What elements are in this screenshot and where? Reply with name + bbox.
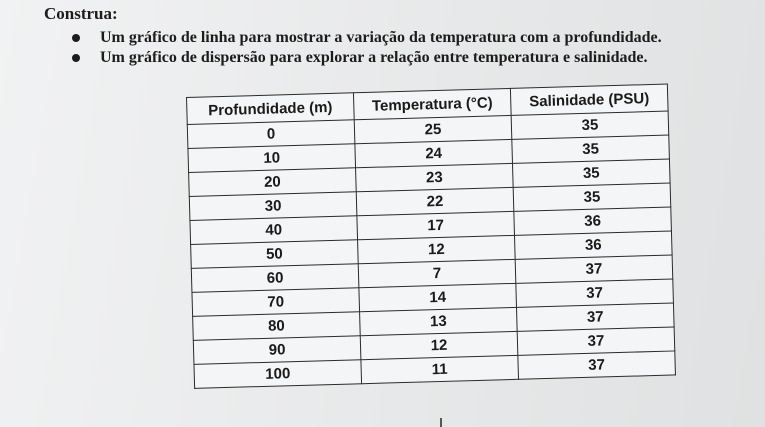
cell-temperature: 13 (360, 307, 518, 335)
cell-temperature: 22 (356, 187, 514, 215)
header-depth: Profundidade (m) (187, 93, 355, 125)
cell-temperature: 12 (358, 235, 516, 263)
cell-salinity: 35 (512, 135, 670, 163)
cell-depth: 30 (189, 192, 357, 221)
cell-temperature: 12 (360, 331, 518, 359)
table-body (187, 111, 675, 388)
cell-depth: 40 (190, 216, 358, 245)
data-table-wrapper (186, 84, 676, 389)
cell-depth: 10 (188, 144, 356, 173)
cell-depth: 100 (194, 360, 362, 389)
task-line-chart: Um gráfico de linha para mostrar a variação da temperatura com a profundidade. (72, 28, 662, 48)
cell-salinity: 35 (511, 111, 669, 139)
cell-salinity: 37 (515, 255, 673, 283)
cell-temperature: 7 (358, 259, 516, 287)
cell-salinity: 37 (517, 303, 675, 331)
cell-depth: 90 (193, 336, 361, 365)
header-salinity: Salinidade (PSU) (510, 84, 668, 115)
cell-depth: 20 (189, 168, 357, 197)
task-list (72, 28, 662, 68)
cell-salinity: 36 (514, 207, 672, 235)
cell-salinity: 37 (517, 327, 675, 355)
cell-depth: 60 (191, 264, 359, 293)
exercise-heading: Construa: (44, 4, 118, 23)
cell-temperature: 24 (355, 139, 513, 167)
cell-salinity: 37 (516, 279, 674, 307)
cell-depth: 80 (193, 312, 361, 341)
task-scatter-plot: Um gráfico de dispersão para explorar a relação entre temperatura e salinidade. (72, 48, 662, 68)
cell-salinity: 35 (512, 159, 670, 187)
cell-depth: 0 (187, 120, 355, 149)
cell-salinity: 35 (513, 183, 671, 211)
cell-temperature: 17 (357, 211, 515, 239)
cell-depth: 50 (191, 240, 359, 269)
pen-mark (440, 418, 442, 427)
cell-temperature: 25 (354, 115, 512, 143)
data-table (186, 84, 676, 389)
cell-salinity: 36 (514, 231, 672, 259)
cell-depth: 70 (192, 288, 360, 317)
cell-temperature: 23 (356, 163, 514, 191)
cell-temperature: 14 (359, 283, 517, 311)
header-temperature: Temperatura (°C) (353, 88, 511, 119)
cell-temperature: 11 (361, 355, 519, 383)
cell-salinity: 37 (518, 351, 676, 379)
